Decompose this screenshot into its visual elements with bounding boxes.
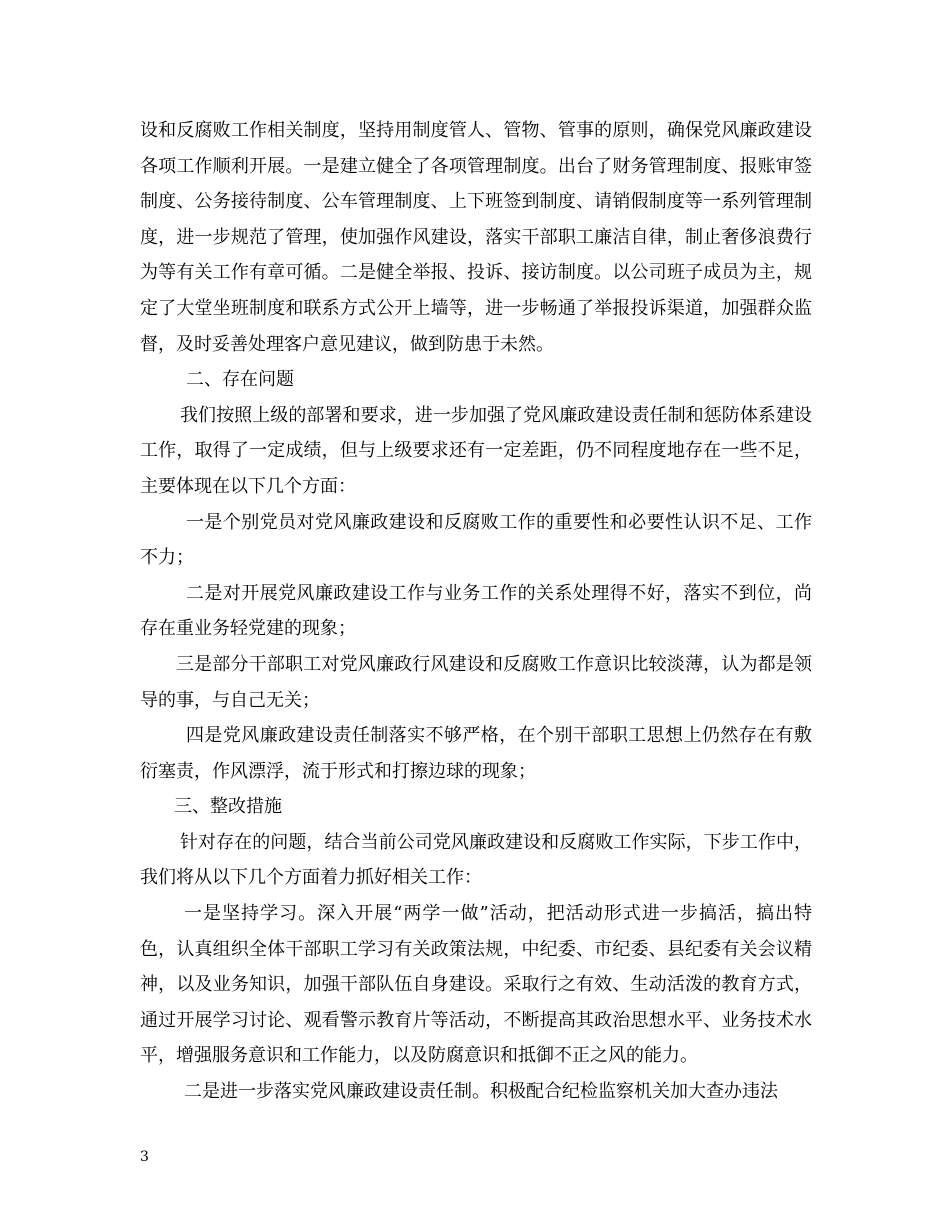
paragraph-measure-one: 一是坚持学习。深入开展“两学一做”活动，把活动形式进一步搞活，搞出特色，认真组织全体干部职工学习有关政策法规，中纪委、市纪委、县纪委有关会议精神，以及业务知识，加强干部队伍自身建设。采取行之有效、生动活泼的教育方式，通过开展学习讨论、观看警示教育片等活动，不断提高其政治思想水平、业务技术水平，增强服务意识和工作能力，以及防腐意识和抵御不正之风的能力。 [140,903,812,1067]
paragraph-system-building: 设和反腐败工作相关制度，坚持用制度管人、管物、管事的原则，确保党风廉政建设各项工作顺利开展。一是建立健全了各项管理制度。出台了财务管理制度、报账审签制度、公务接待制度、公车管理制度、上下班签到制度、请销假制度等一系列管理制度，进一步规范了管理，使加强作风建设，落实干部职工廉洁自律，制止奢侈浪费行为等有关工作有章可循。二是健全举报、投诉、接访制度。以公司班子成员为主，规定了大堂坐班制度和联系方式公开上墙等，进一步畅通了举报投诉渠道，加强群众监督，及时妥善处理客户意见建议，做到防患于未然。 [140,120,812,355]
paragraph-measure-two: 二是进一步落实党风廉政建设责任制。积极配合纪检监察机关加大查办违法 [184,1081,778,1103]
document-body [140,113,812,1110]
paragraph-problem-three: 三是部分干部职工对党风廉政行风建设和反腐败工作意识比较淡薄，认为都是领导的事，与自己无关； [140,653,812,711]
paragraph-problem-one: 一是个别党员对党风廉政建设和反腐败工作的重要性和必要性认识不足、工作不力； [140,511,812,569]
paragraph-measures-intro: 针对存在的问题，结合当前公司党风廉政建设和反腐败工作实际，下步工作中，我们将从以下几个方面着力抓好相关工作： [140,831,812,889]
page-number: 3 [140,1149,149,1165]
section-heading-problems: 二、存在问题 [186,369,294,391]
paragraph-problem-four: 四是党风廉政建设责任制落实不够严格，在个别干部职工思想上仍然存在有敷衍塞责，作风漂浮，流于形式和打擦边球的现象； [140,725,812,782]
section-heading-measures: 三、整改措施 [174,796,282,818]
paragraph-problem-two: 二是对开展党风廉政建设工作与业务工作的关系处理得不好，落实不到位，尚存在重业务轻党建的现象； [140,582,812,640]
paragraph-problems-intro: 我们按照上级的部署和要求，进一步加强了党风廉政建设责任制和惩防体系建设工作，取得了一定成绩，但与上级要求还有一定差距，仍不同程度地存在一些不足，主要体现在以下几个方面： [140,404,812,497]
